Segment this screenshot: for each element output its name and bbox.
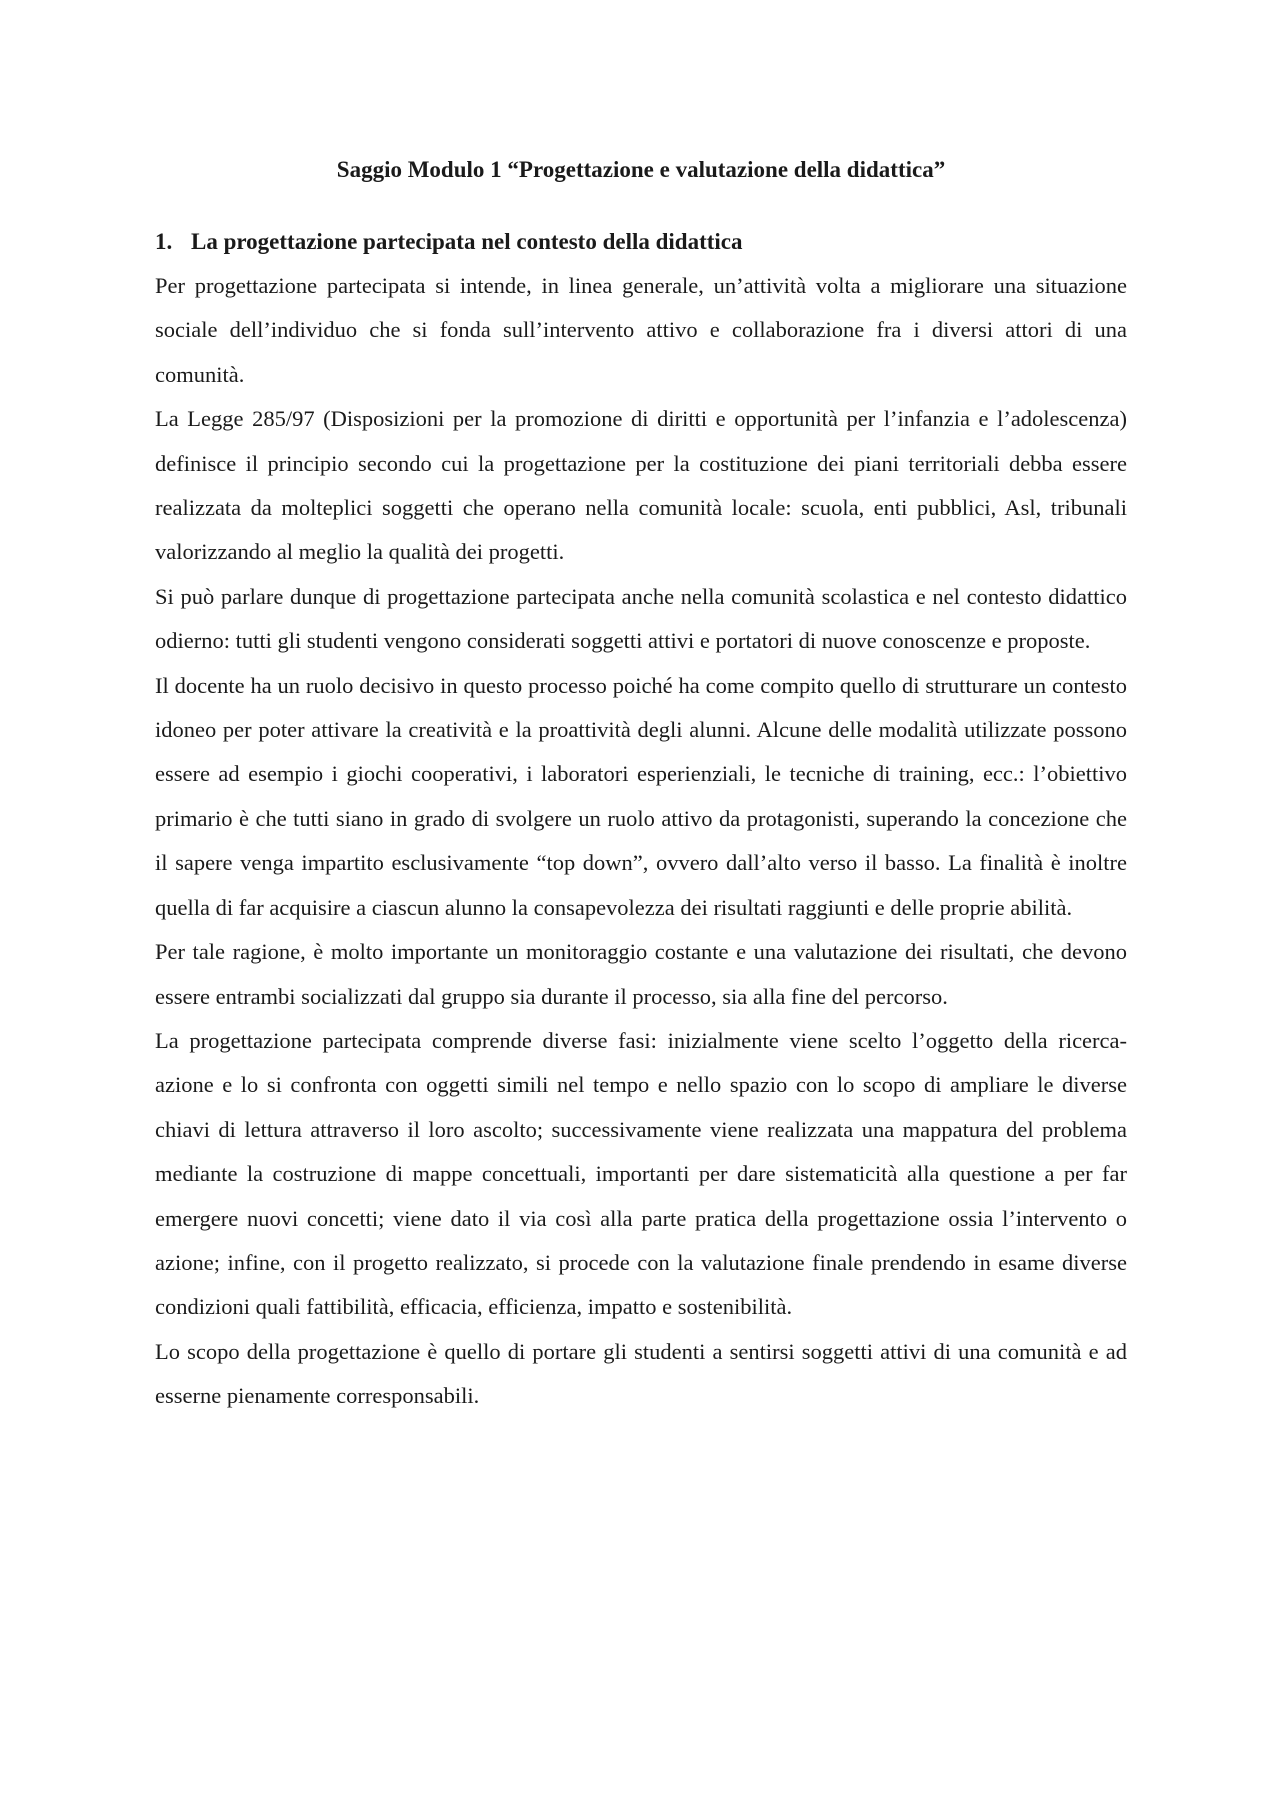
- section-heading-text: La progettazione partecipata nel contesto della didattica: [191, 229, 743, 254]
- paragraph-6: La progettazione partecipata comprende diverse fasi: inizialmente viene scelto l’oggetto della ricerca-azione e lo si confronta con oggetti simili nel tempo e nello spazio con lo scopo di ampliare le diverse chiavi di lettura attraverso il loro ascolto; successivamente viene realizzata una mappatura del problema mediante la costruzione di mappe concettuali, importanti per dare sistematicità alla questione a per far emergere nuovi concetti; viene dato il via così alla parte pratica della progettazione ossia l’intervento o azione; infine, con il progetto realizzato, si procede con la valutazione finale prendendo in esame diverse condizioni quali fattibilità, efficacia, efficienza, impatto e sostenibilità.: [155, 1027, 1127, 1320]
- paragraph-1: Per progettazione partecipata si intende, in linea generale, un’attività volta a migliorare una situazione sociale dell’individuo che si fonda sull’intervento attivo e collaborazione fra i diversi attori di una comunità.: [155, 273, 1127, 387]
- paragraph-5: Per tale ragione, è molto importante un monitoraggio costante e una valutazione dei risultati, che devono essere entrambi socializzati dal gruppo sia durante il processo, sia alla fine del percorso.: [155, 939, 1127, 1009]
- document-content: [155, 150, 1127, 1419]
- paragraph-2: La Legge 285/97 (Disposizioni per la promozione di diritti e opportunità per l’infanzia e l’adolescenza) definisce il principio secondo cui la progettazione per la costituzione dei piani territoriali debba essere realizzata da molteplici soggetti che operano nella comunità locale: scuola, enti pubblici, Asl, tribunali valorizzando al meglio la qualità dei progetti.: [155, 406, 1127, 565]
- paragraph-7: Lo scopo della progettazione è quello di portare gli studenti a sentirsi soggetti attivi di una comunità e ad esserne pienamente corresponsabili.: [155, 1338, 1127, 1409]
- section-heading: [155, 226, 1127, 258]
- document-title: Saggio Modulo 1 “Progettazione e valutazione della didattica”: [336, 157, 946, 182]
- paragraph-4: Il docente ha un ruolo decisivo in questo processo poiché ha come compito quello di strutturare un contesto idoneo per poter attivare la creatività e la proattività degli alunni. Alcune delle modalità utilizzate possono essere ad esempio i giochi cooperativi, i laboratori esperienziali, le tecniche di training, ecc.: l’obiettivo primario è che tutti siano in grado di svolgere un ruolo attivo da protagonisti, superando la concezione che il sapere venga impartito esclusivamente “top down”, ovvero dall’alto verso il basso. La finalità è inoltre quella di far acquisire a ciascun alunno la consapevolezza dei risultati raggiunti e delle proprie abilità.: [155, 672, 1127, 920]
- section-number: 1.: [155, 229, 173, 254]
- paragraph-3: Si può parlare dunque di progettazione partecipata anche nella comunità scolastica e nel contesto didattico odierno: tutti gli studenti vengono considerati soggetti attivi e portatori di nuove conoscenze e proposte.: [155, 583, 1127, 654]
